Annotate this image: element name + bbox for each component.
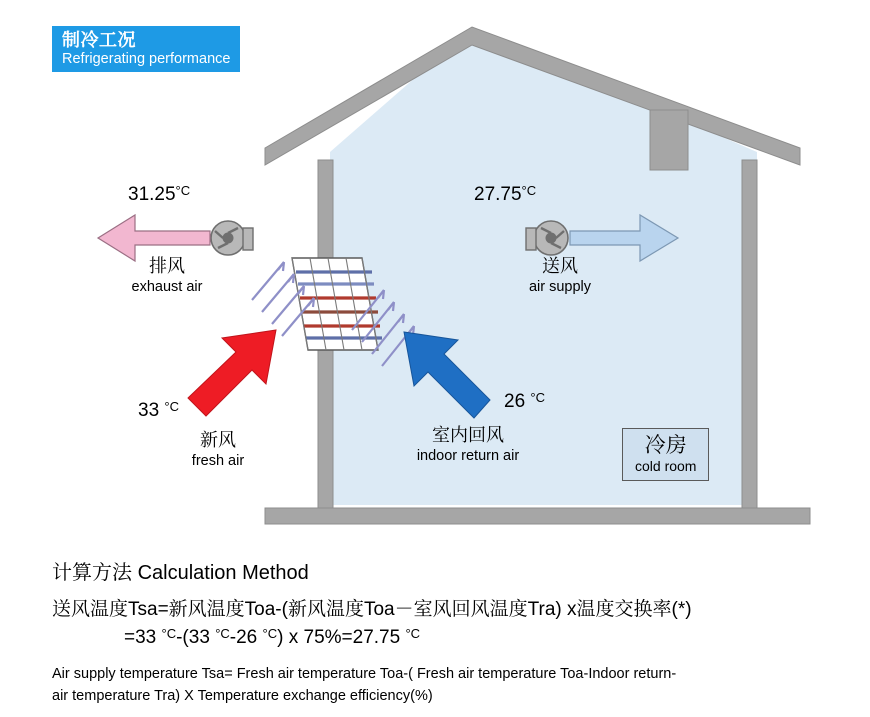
return-temp-value: 26 (504, 391, 526, 412)
calc-num-mid2: -26 (229, 627, 263, 648)
cold-room-cn: 冷房 (644, 434, 687, 457)
supply-temp-value: 27.75 (474, 184, 522, 205)
exhaust-label-en: exhaust air (131, 278, 203, 295)
supply-label-en: air supply (528, 278, 592, 295)
chimney (650, 110, 688, 170)
fresh-temp-unit: °C (164, 399, 180, 414)
calc-heading-en: Calculation Method (137, 562, 309, 584)
fresh-temp-value: 33 (138, 400, 160, 421)
calc-formula-numeric (124, 626, 842, 649)
heat-exchanger-core (292, 258, 382, 350)
right-wall (742, 160, 757, 508)
exhaust-label-cn: 排风 (149, 256, 185, 276)
calc-formula-cn: 送风温度Tsa=新风温度Toa-(新风温度Toa－室风回风温度Tra) x温度交换率(*) (52, 599, 692, 620)
calc-num-post: ) x 75%=27.75 (277, 627, 406, 648)
calc-num-deg1: °C (161, 626, 177, 641)
fresh-temperature (138, 399, 179, 422)
calc-num-pre: =33 (124, 627, 162, 648)
calc-num-deg3: °C (262, 626, 278, 641)
supply-label (495, 255, 625, 296)
calc-heading-cn: 计算方法 (52, 562, 132, 584)
return-label (378, 424, 558, 465)
calc-num-mid: -(33 (176, 627, 216, 648)
calc-en-line2: air temperature Tra) X Temperature exchange efficiency(%) (52, 688, 433, 705)
exhaust-label (102, 255, 232, 296)
exhaust-temp-value: 31.25 (128, 184, 176, 205)
calc-heading (52, 556, 842, 585)
fresh-air-arrow (188, 330, 276, 416)
return-label-en: indoor return air (416, 447, 520, 464)
cold-room-en: cold room (635, 458, 697, 475)
fresh-label (148, 429, 288, 470)
supply-temp-unit: °C (521, 183, 537, 198)
cold-room-tag (622, 428, 709, 481)
calc-num-deg4: °C (405, 626, 421, 641)
title-cn: 制冷工况 (62, 30, 136, 50)
return-temp-unit: °C (530, 390, 546, 405)
return-label-cn: 室内回风 (432, 425, 504, 445)
calc-en-line1: Air supply temperature Tsa= Fresh air temperature Toa-( Fresh air temperature Toa-Indoor return- (52, 666, 677, 682)
exhaust-temperature (128, 183, 190, 206)
supply-label-cn: 送风 (542, 256, 578, 276)
supply-temperature (474, 183, 536, 206)
calc-num-deg2: °C (215, 626, 230, 641)
calculation-block (52, 556, 842, 708)
fresh-label-en: fresh air (191, 452, 245, 469)
exhaust-temp-unit: °C (175, 183, 191, 198)
exhaust-fan (211, 221, 253, 255)
house-floor (265, 508, 810, 524)
title-en: Refrigerating performance (62, 50, 231, 67)
fresh-label-cn: 新风 (200, 430, 236, 450)
return-temperature (504, 390, 545, 413)
